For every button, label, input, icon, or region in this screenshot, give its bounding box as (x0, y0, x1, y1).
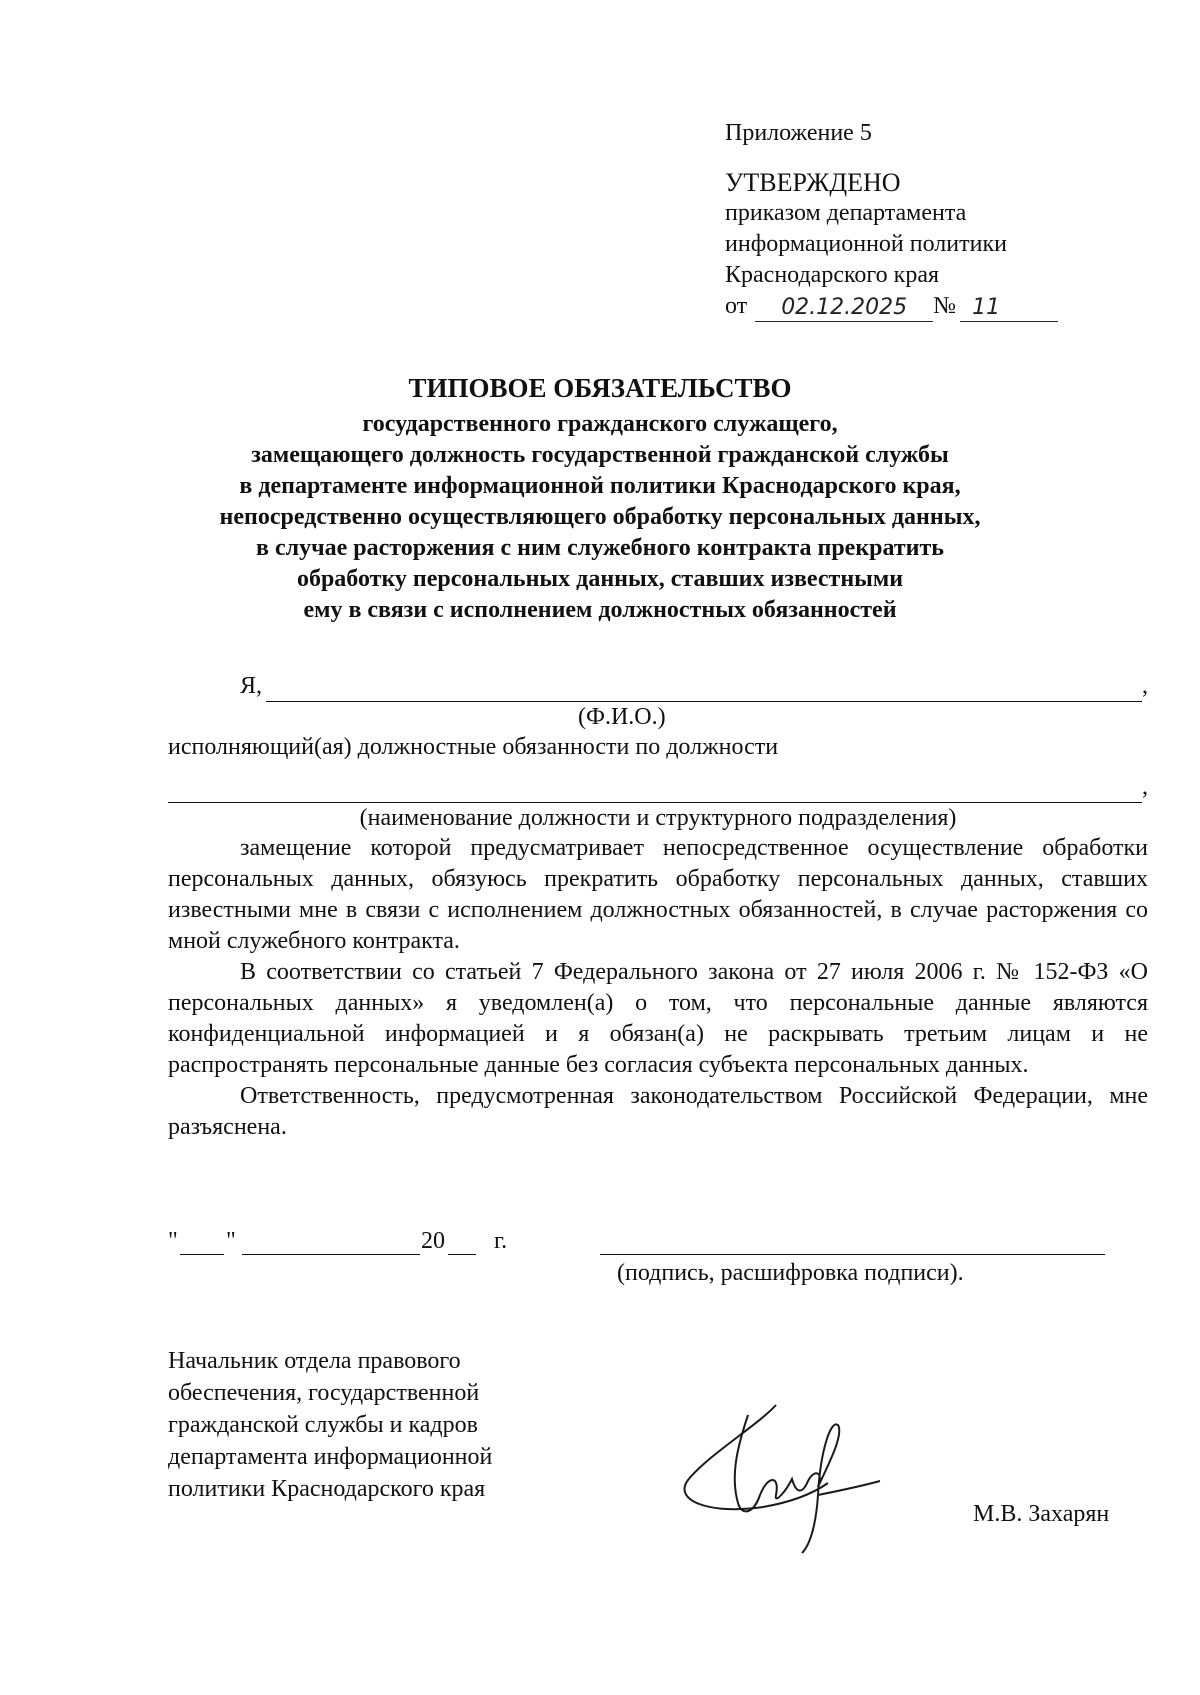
signature-fill-line (600, 1228, 1105, 1255)
year-suffix: г. (494, 1228, 508, 1254)
signatory-line-1: Начальник отдела правового (168, 1348, 461, 1374)
paragraph-responsibility: Ответственность, предусмотренная законодательством Российской Федерации, мне разъяснена. (168, 1083, 1148, 1140)
signatory-line-3: гражданской службы и кадров (168, 1412, 478, 1438)
date-signature-row (168, 1228, 1148, 1264)
signatory-position (168, 1345, 588, 1505)
approval-line-1: приказом департамента (725, 200, 967, 226)
position-label: исполняющий(ая) должностные обязанности по должности (168, 734, 779, 760)
title-line-7: ему в связи с исполнением должностных обязанностей (303, 597, 897, 623)
fio-caption: (Ф.И.О.) (578, 704, 666, 730)
signature-caption: (подпись, расшифровка подписи). (617, 1260, 964, 1286)
document-title (150, 372, 1050, 626)
signatory-line-2: обеспечения, государственной (168, 1380, 480, 1406)
title-line-4: непосредственно осуществляющего обработку персональных данных, (219, 504, 981, 530)
title-line-2: замещающего должность государственной гражданской службы (251, 442, 949, 468)
ya-label: Я, (240, 673, 263, 699)
signatory-line-5: политики Краснодарского края (168, 1476, 486, 1502)
title-line-5: в случае расторжения с ним служебного контракта прекратить (256, 535, 944, 561)
title-line-1: государственного гражданского служащего, (362, 411, 838, 437)
approved-heading: УТВЕРЖДЕНО (725, 168, 901, 197)
date-prefix: от (725, 293, 748, 319)
position-comma: , (1142, 774, 1148, 800)
signatory-line-4: департамента информационной (168, 1444, 493, 1470)
approval-line-3: Краснодарского края (725, 262, 940, 288)
year-prefix: 20 (421, 1228, 445, 1254)
approval-block (725, 118, 1095, 322)
fio-fill-line (266, 675, 1142, 702)
approval-line-2: информационной политики (725, 231, 1007, 257)
title-line-6: обработку персональных данных, ставших известными (296, 566, 904, 592)
fio-row (168, 668, 1148, 702)
fio-comma: , (1142, 673, 1148, 699)
quote-open: " (168, 1228, 178, 1254)
number-sign: № (933, 293, 957, 319)
annex-label: Приложение 5 (725, 120, 872, 146)
paragraph-obligation: замещение которой предусматривает непосредственное осуществление обработки персональных данных, обязуюсь прекратить обработку персональных данных, ставших известными мне в связи с исполнением должностных обязанностей, в случае расторжения со мной служебного контракта. (168, 835, 1148, 954)
title-line-3: в департаменте информационной политики Краснодарского края, (239, 473, 961, 499)
order-date-line (725, 291, 1095, 322)
order-date: 02.12.2025 (755, 295, 933, 322)
month-fill-line (242, 1228, 420, 1255)
signer-name: М.В. Захарян (973, 1501, 1110, 1527)
quote-close: " (226, 1228, 236, 1254)
position-fill-line (168, 776, 1142, 803)
handwritten-signature (668, 1395, 898, 1555)
day-fill-line (180, 1228, 224, 1255)
body-block (168, 668, 1148, 1143)
position-row (168, 763, 1148, 803)
title-main: ТИПОВОЕ ОБЯЗАТЕЛЬСТВО (408, 373, 792, 403)
position-caption: (наименование должности и структурного подразделения) (359, 805, 957, 831)
year-fill-line (448, 1228, 476, 1255)
order-number: 11 (960, 295, 1058, 322)
paragraph-law: В соответствии со статьей 7 Федерального закона от 27 июля 2006 г. № 152-ФЗ «О персональных данных» я уведомлен(а) о том, что персональные данные являются конфиденциальной информацией и я обязан(а) не раскрывать третьим лицам и не распространять персональные данные без согласия субъекта персональных данных. (168, 959, 1148, 1078)
